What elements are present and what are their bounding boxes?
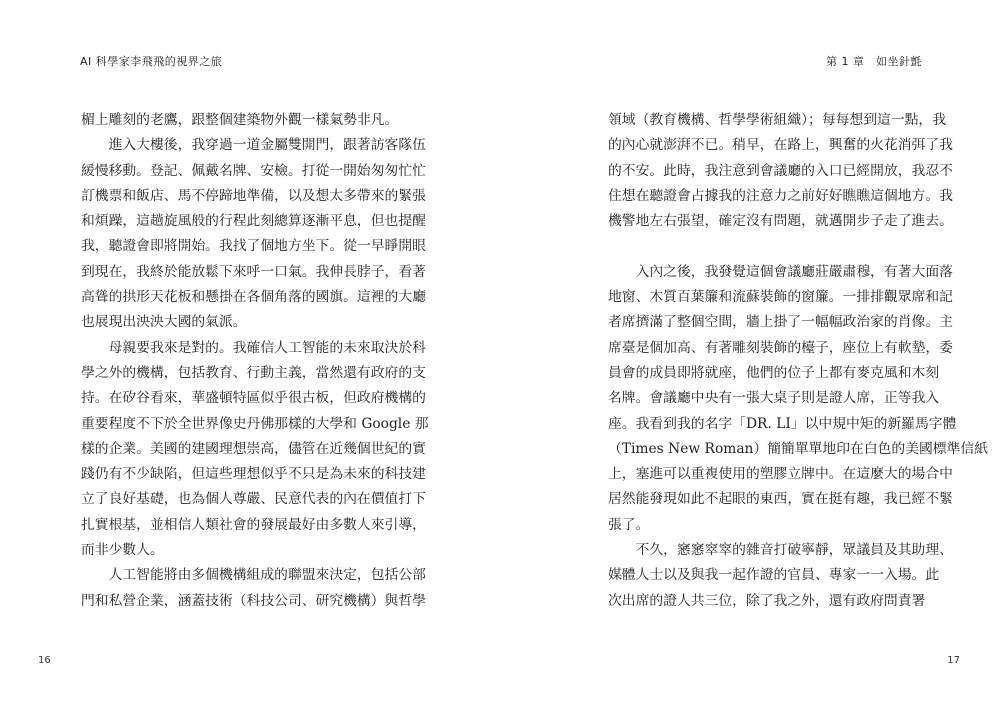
- text-line: 楣上雕刻的老鷹，跟整個建築物外觀一樣氣勢非凡。: [81, 112, 399, 128]
- text-line: 母親要我來是對的。我確信人工智能的未來取決於科: [81, 339, 426, 356]
- text-line: 上，塞進可以重複使用的塑膠立牌中。在這麼大的場合中: [608, 466, 953, 483]
- text-line: 不久，窸窸窣窣的雜音打破寧靜，眾議員及其助理、: [608, 542, 953, 559]
- text-line: 訂機票和飯店、馬不停蹄地準備，以及想太多帶來的緊張: [81, 187, 426, 204]
- left-page-text-column: [81, 108, 429, 614]
- text-line: 座。我看到我的名字「DR. LI」以中規中矩的新羅馬字體: [608, 415, 957, 432]
- text-line: 也展現出泱泱大國的氣派。: [81, 314, 247, 331]
- text-line: 領域（教育機構、哲學學術組織）；每每想到這一點，我: [608, 112, 947, 128]
- text-line: 和煩躁，這趟旋風般的行程此刻總算逐漸平息，但也提醒: [81, 213, 426, 230]
- text-line: 我，聽證會即將開始。我找了個地方坐下。從一早睜開眼: [81, 238, 426, 255]
- text-line: 高聳的拱形天花板和懸掛在各個角落的國旗。這裡的大廳: [81, 289, 426, 306]
- text-line: 進入大樓後，我穿過一道金屬雙開門，跟著訪客隊伍: [81, 137, 426, 154]
- text-line: （Times New Roman）簡簡單單地印在白色的美國標準信紙: [608, 440, 988, 457]
- text-line: 機警地左右張望，確定沒有問題，就邁開步子走了進去。: [608, 213, 953, 230]
- left-page-number: 16: [38, 655, 51, 666]
- text-line: 媒體人士以及與我一起作證的官員、專家一一入場。此: [608, 567, 940, 584]
- text-line: 者席擠滿了整個空間，牆上掛了一幅幅政治家的肖像。主: [608, 314, 953, 331]
- text-line: 立了良好基礎，也為個人尊嚴、民意代表的內在價值打下: [81, 491, 426, 508]
- text-line: 而非少數人。: [81, 542, 164, 559]
- text-line: 到現在，我終於能放鬆下來呼一口氣。我伸長脖子，看著: [81, 263, 426, 280]
- text-line: 的內心就澎湃不已。稍早，在路上，興奮的火花消弭了我: [608, 137, 953, 154]
- text-line: 張了。: [608, 516, 650, 533]
- text-line: 入內之後，我發覺這個會議廳莊嚴肅穆，有著大面落: [608, 263, 953, 280]
- text-line: 的不安。此時，我注意到會議廳的入口已經開放，我忍不: [608, 162, 953, 179]
- text-line: 學之外的機構，包括教育、行動主義，當然還有政府的支: [81, 364, 426, 381]
- text-line: 次出席的證人共三位，除了我之外，還有政府問責署: [608, 592, 926, 609]
- text-line: 席臺是個加高、有著雕刻裝飾的檯子，座位上有軟墊，委: [608, 339, 953, 356]
- text-line: 居然能發現如此不起眼的東西，實在挺有趣，我已經不緊: [608, 491, 953, 508]
- text-line: 重要程度不下於全世界像史丹佛那樣的大學和 Google 那: [81, 415, 429, 432]
- text-line: 住想在聽證會占據我的注意力之前好好瞧瞧這個地方。我: [608, 187, 953, 204]
- text-line: 扎實根基，並相信人類社會的發展最好由多數人來引導，: [81, 516, 426, 533]
- text-line: 員會的成員即將就座，他們的位子上都有麥克風和木刻: [608, 364, 940, 381]
- text-line: 地窗、木質百葉簾和流蘇裝飾的窗簾。一排排觀眾席和記: [608, 289, 953, 306]
- text-line: 持。在矽谷看來，華盛頓特區似乎很古板，但政府機構的: [81, 390, 426, 407]
- text-line: 名牌。會議廳中央有一張大桌子則是證人席，正等我入: [608, 390, 940, 407]
- right-page-number: 17: [947, 655, 960, 666]
- running-header-book-title: AI 科學家李飛飛的視界之旅: [80, 55, 223, 68]
- text-line: 樣的企業。美國的建國理想崇高，儘管在近幾個世紀的實: [81, 440, 426, 457]
- text-line: 門和私營企業，涵蓋技術（科技公司、研究機構）與哲學: [81, 592, 426, 609]
- paragraph-gap: [608, 234, 920, 259]
- running-header-chapter-title: 第 1 章 如坐針氈: [826, 55, 922, 68]
- right-page-text-column: [608, 108, 988, 614]
- text-line: 緩慢移動。登記、佩戴名牌、安檢。打從一開始匆匆忙忙: [81, 162, 426, 179]
- text-line: 踐仍有不少缺陷，但這些理想似乎不只是為未來的科技建: [81, 466, 426, 483]
- text-line: 人工智能將由多個機構組成的聯盟來決定，包括公部: [81, 567, 426, 584]
